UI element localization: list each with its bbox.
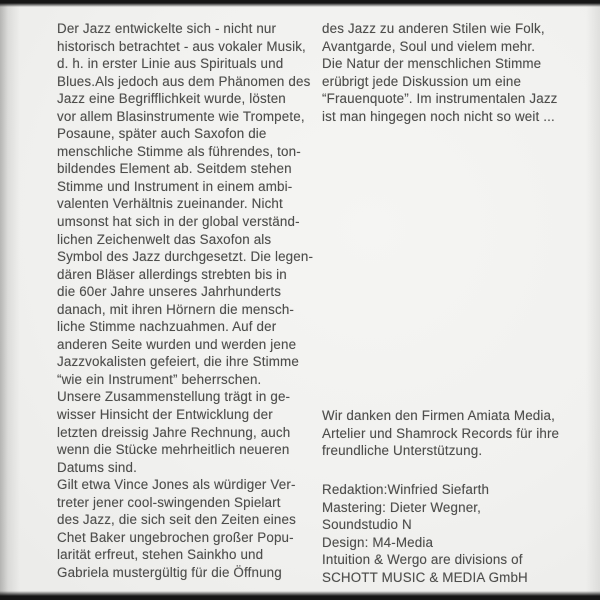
text-line: letzten dreissig Jahre Rechnung, auch bbox=[57, 424, 291, 440]
text-line: vor allem Blasinstrumente wie Trompete, bbox=[57, 108, 305, 124]
text-line: lichen Zeichenwelt das Saxofon als bbox=[57, 231, 272, 247]
text-line: Soundstudio N bbox=[322, 517, 412, 533]
text-line: erübrigt jede Diskussion um eine bbox=[322, 73, 522, 89]
text-line: Avantgarde, Soul und vielem mehr. bbox=[322, 38, 536, 54]
text-line: Jazz eine Begrifflichkeit wurde, lösten bbox=[57, 91, 286, 107]
scan-edge-top bbox=[0, 0, 600, 7]
text-line: Symbol des Jazz durchgesetzt. Die legen- bbox=[57, 249, 314, 265]
text-line: dären Bläser allerdings strebten bis in bbox=[57, 266, 287, 282]
scan-edge-bottom bbox=[0, 591, 600, 600]
text-line: die 60er Jahre unseres Jahrhunderts bbox=[57, 284, 282, 300]
text-line: umsonst hat sich in der global verständ- bbox=[57, 214, 300, 230]
text-line: freundliche Unterstützung. bbox=[322, 443, 483, 459]
text-line: ist man hingegen noch nicht so weit ... bbox=[322, 108, 555, 124]
text-line: valenten Verhältnis zueinander. Nicht bbox=[57, 196, 283, 212]
text-line: Unsere Zusammenstellung trägt in ge- bbox=[57, 389, 291, 405]
text-line: Mastering: Dieter Wegner, bbox=[322, 499, 482, 515]
text-line: Gilt etwa Vince Jones als würdiger Ver- bbox=[57, 477, 296, 493]
right-intro-paragraph bbox=[322, 20, 574, 125]
acknowledgements-paragraph bbox=[322, 407, 574, 460]
text-line: des Jazz, die sich seit den Zeiten eines bbox=[57, 512, 296, 528]
text-line: “Frauenquote”. Im instrumentalen Jazz bbox=[322, 91, 558, 107]
left-text-column bbox=[57, 20, 314, 582]
text-line: wenn die Stücke mehrheitlich neueren bbox=[57, 442, 290, 458]
text-line: anderen Seite wurden und werden jene bbox=[57, 336, 297, 352]
left-edge-shadow bbox=[0, 0, 20, 600]
text-line: Blues.Als jedoch aus dem Phänomen des bbox=[57, 73, 311, 89]
right-edge-shadow bbox=[586, 0, 600, 600]
text-line: d. h. in erster Linie aus Spirituals und bbox=[57, 56, 284, 72]
text-line: Intuition & Wergo are divisions of bbox=[322, 552, 523, 568]
text-line: Chet Baker ungebrochen großer Popu- bbox=[57, 529, 294, 545]
text-line: des Jazz zu anderen Stilen wie Folk, bbox=[322, 21, 545, 36]
text-line: historisch betrachtet - aus vokaler Musik, bbox=[57, 38, 306, 54]
text-line: Der Jazz entwickelte sich - nicht nur bbox=[57, 21, 277, 36]
text-line: larität erfreut, stehen Sainkho und bbox=[57, 547, 264, 563]
text-line: SCHOTT MUSIC & MEDIA GmbH bbox=[322, 569, 528, 585]
text-line: liche Stimme nachzuahmen. Auf der bbox=[57, 319, 277, 335]
text-line: Die Natur der menschlichen Stimme bbox=[322, 56, 542, 72]
text-line: bildendes Element ab. Seitdem stehen bbox=[57, 161, 292, 177]
text-line: treter jener cool-swingenden Spielart bbox=[57, 494, 281, 510]
credits-paragraph bbox=[322, 481, 574, 586]
text-line: wisser Hinsicht der Entwicklung der bbox=[57, 407, 273, 423]
text-line: Stimme und Instrument in einem ambi- bbox=[57, 178, 293, 194]
text-line: Gabriela mustergültig für die Öffnung bbox=[57, 564, 282, 580]
text-line: danach, mit ihren Hörnern die mensch- bbox=[57, 301, 295, 317]
text-line: Design: M4-Media bbox=[322, 534, 434, 550]
text-line: Datums sind. bbox=[57, 459, 137, 475]
text-line: Jazzvokalisten gefeiert, die ihre Stimme bbox=[57, 354, 299, 370]
text-line: menschliche Stimme als führendes, ton- bbox=[57, 143, 301, 159]
text-line: Artelier und Shamrock Records für ihre bbox=[322, 425, 560, 441]
text-line: “wie ein Instrument” beherrschen. bbox=[57, 371, 262, 387]
text-line: Wir danken den Firmen Amiata Media, bbox=[322, 408, 555, 423]
text-line: Redaktion:Winfried Siefarth bbox=[322, 482, 490, 497]
text-line: Posaune, später auch Saxofon die bbox=[57, 126, 267, 142]
